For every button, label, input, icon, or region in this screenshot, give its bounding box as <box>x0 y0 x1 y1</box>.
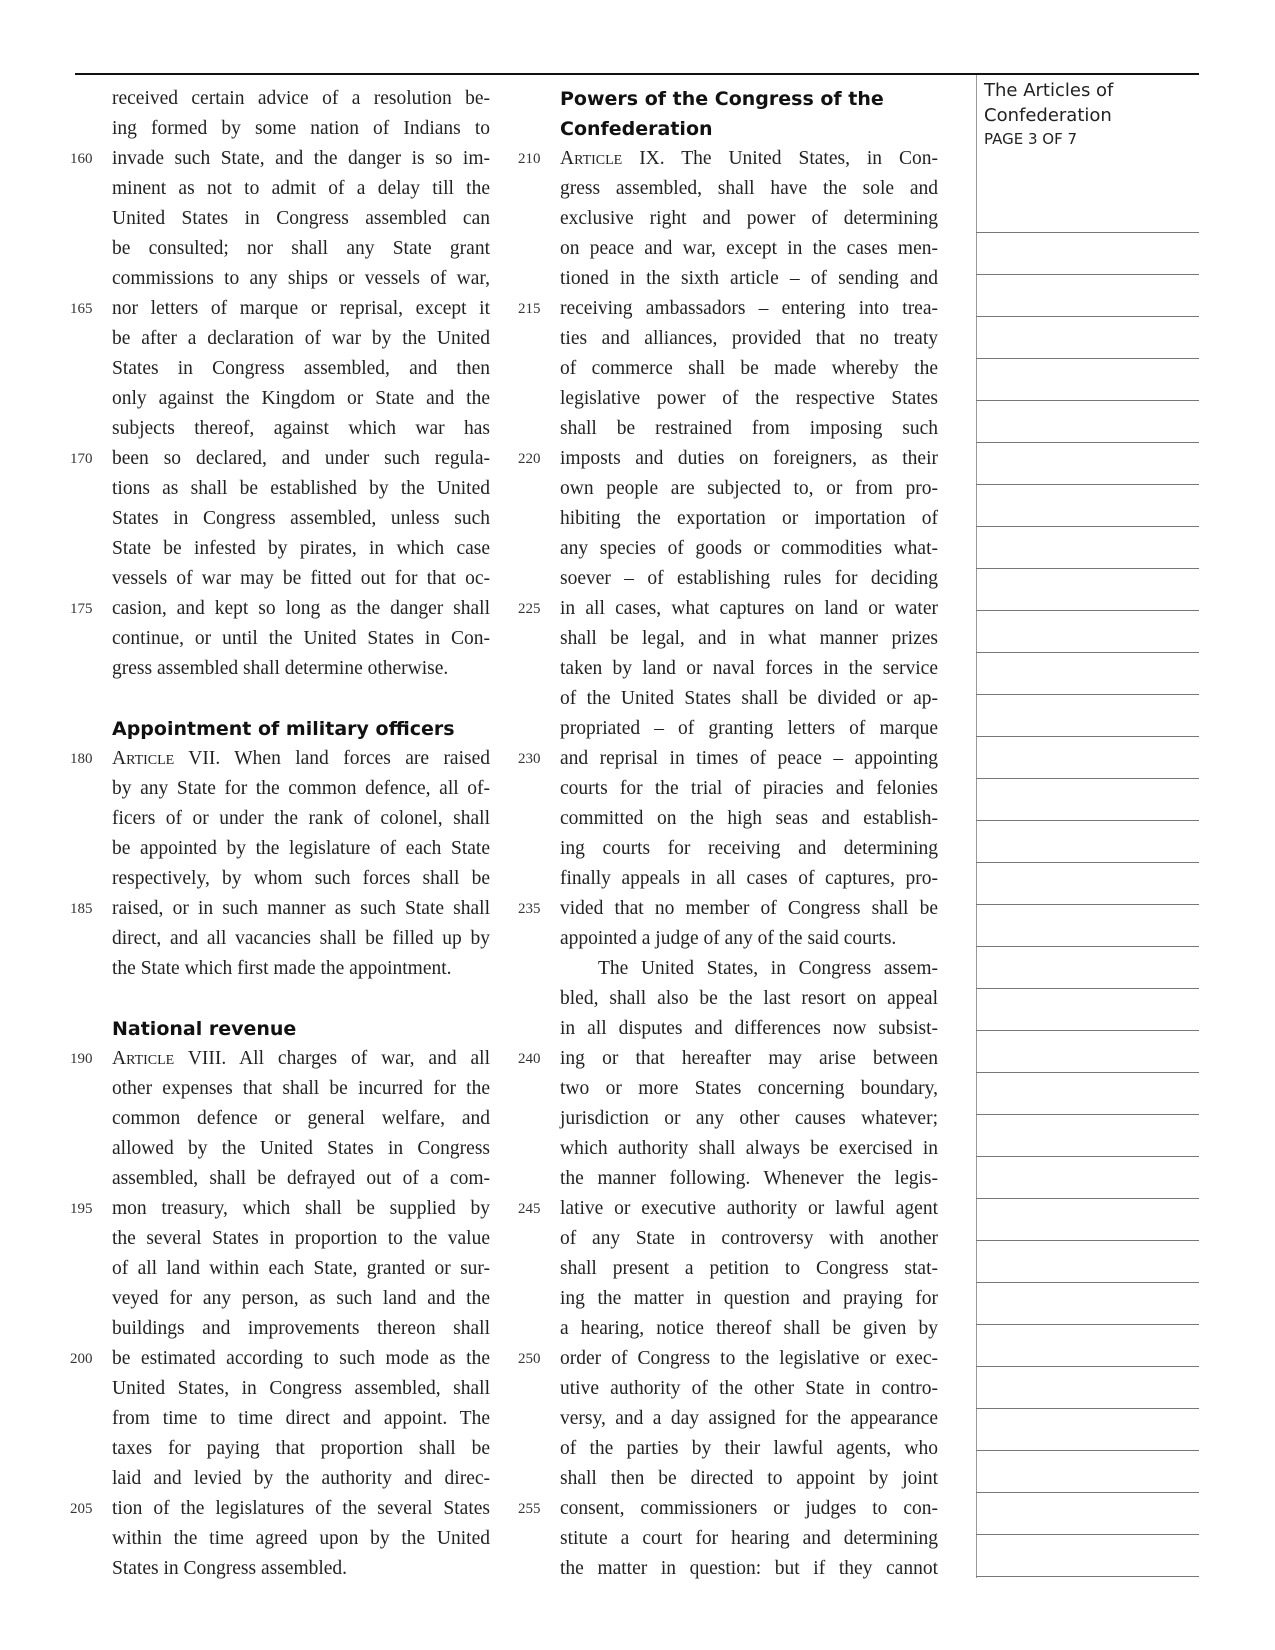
text-line <box>70 414 490 444</box>
section-heading-text: Powers of the Congress of the <box>560 88 884 110</box>
text-line <box>70 264 490 294</box>
text-line <box>518 144 938 174</box>
note-rule <box>976 1157 1199 1199</box>
text-line <box>518 264 938 294</box>
line-text: any species of goods or commodities what- <box>560 538 938 559</box>
text-line <box>518 1194 938 1224</box>
text-line <box>70 504 490 534</box>
section-heading <box>518 84 938 114</box>
page-indicator: PAGE 3 OF 7 <box>984 130 1078 148</box>
text-line <box>518 1254 938 1284</box>
text-line <box>70 474 490 504</box>
line-text: committed on the high seas and establish- <box>560 808 938 829</box>
line-text: of the United States shall be divided or ap- <box>560 688 938 709</box>
line-text: ing the matter in question and praying for <box>560 1288 938 1309</box>
text-line <box>70 1524 490 1554</box>
text-line <box>518 594 938 624</box>
line-text: shall be legal, and in what manner prizes <box>560 628 938 649</box>
line-text: vided that no member of Congress shall be <box>560 898 938 919</box>
line-text: by any State for the common defence, all of- <box>112 778 490 799</box>
text-line <box>518 1104 938 1134</box>
line-text: bled, shall also be the last resort on appeal <box>560 988 938 1009</box>
line-text: mon treasury, which shall be supplied by <box>112 1198 490 1219</box>
text-line <box>518 1404 938 1434</box>
text-line <box>70 1404 490 1434</box>
line-text <box>560 144 938 174</box>
line-text: United States in Congress assembled can <box>112 208 490 229</box>
section-heading-text: National revenue <box>112 1018 297 1040</box>
line-text: minent as not to admit of a delay till the <box>112 178 490 199</box>
note-rule <box>976 1283 1199 1325</box>
line-text: respectively, by whom such forces shall be <box>112 868 490 889</box>
line-text: buildings and improvements thereon shall <box>112 1318 490 1339</box>
text-line <box>70 324 490 354</box>
text-line <box>518 1284 938 1314</box>
section-heading-text: Confederation <box>560 118 713 140</box>
line-text: the matter in question: but if they cannot <box>560 1558 938 1579</box>
note-rule <box>976 947 1199 989</box>
note-rule <box>976 1115 1199 1157</box>
line-text: shall then be directed to appoint by joint <box>560 1468 938 1489</box>
line-number: 190 <box>70 1051 93 1067</box>
line-text: lative or executive authority or lawful agent <box>560 1198 938 1219</box>
text-line <box>518 1494 938 1524</box>
text-line <box>518 1134 938 1164</box>
text-line <box>518 1014 938 1044</box>
note-rule <box>976 1073 1199 1115</box>
line-text: casion, and kept so long as the danger shall <box>112 598 490 619</box>
text-line <box>518 894 938 924</box>
line-number: 250 <box>518 1351 541 1367</box>
line-text: of any State in controversy with another <box>560 1228 938 1249</box>
text-line <box>70 1464 490 1494</box>
line-text: raised, or in such manner as such State shall <box>112 898 490 919</box>
text-line <box>70 1344 490 1374</box>
left-text-column <box>70 84 490 1584</box>
line-text: common defence or general welfare, and <box>112 1108 490 1129</box>
line-text: ficers of or under the rank of colonel, shall <box>112 808 490 829</box>
text-line <box>518 864 938 894</box>
line-text: legislative power of the respective States <box>560 388 938 409</box>
line-text: be consulted; nor shall any State grant <box>112 238 490 259</box>
text-line <box>518 744 938 774</box>
article-text: VII. When land forces are raised <box>174 748 490 769</box>
note-rule <box>976 527 1199 569</box>
text-line <box>518 204 938 234</box>
text-line <box>70 834 490 864</box>
text-line <box>518 504 938 534</box>
line-text: on peace and war, except in the cases men- <box>560 238 938 259</box>
line-number: 200 <box>70 1351 93 1367</box>
line-number: 245 <box>518 1201 541 1217</box>
line-text: versy, and a day assigned for the appearance <box>560 1408 938 1429</box>
text-line <box>518 1344 938 1374</box>
text-line <box>518 354 938 384</box>
line-text: vessels of war may be fitted out for that oc- <box>112 568 490 589</box>
text-line <box>70 954 490 984</box>
note-rule <box>976 611 1199 653</box>
text-line <box>70 1554 490 1584</box>
line-text: jurisdiction or any other causes whatever; <box>560 1108 938 1129</box>
line-text: veyed for any person, as such land and the <box>112 1288 490 1309</box>
section-heading <box>70 714 490 744</box>
line-number: 210 <box>518 151 541 167</box>
line-text: own people are subjected to, or from pro- <box>560 478 938 499</box>
line-number: 255 <box>518 1501 541 1517</box>
text-line <box>518 1374 938 1404</box>
text-line <box>518 1044 938 1074</box>
text-line <box>70 1434 490 1464</box>
line-text: ties and alliances, provided that no treaty <box>560 328 938 349</box>
text-line <box>518 1434 938 1464</box>
line-text: of the parties by their lawful agents, who <box>560 1438 938 1459</box>
line-number: 220 <box>518 451 541 467</box>
text-line <box>70 1104 490 1134</box>
text-line <box>518 924 938 954</box>
line-text: received certain advice of a resolution be- <box>112 88 490 109</box>
text-line <box>518 624 938 654</box>
article-text: IX. The United States, in Con- <box>622 148 938 169</box>
line-text: assembled, shall be defrayed out of a com- <box>112 1168 490 1189</box>
line-number: 160 <box>70 151 93 167</box>
note-rule <box>976 1409 1199 1451</box>
line-number: 205 <box>70 1501 93 1517</box>
text-line <box>518 1464 938 1494</box>
article-label: Article <box>112 748 175 769</box>
line-number: 240 <box>518 1051 541 1067</box>
line-text: courts for the trial of piracies and felonies <box>560 778 938 799</box>
line-text: in all cases, what captures on land or water <box>560 598 938 619</box>
note-rule <box>976 275 1199 317</box>
line-number: 180 <box>70 751 93 767</box>
note-rule <box>976 905 1199 947</box>
note-rule <box>976 863 1199 905</box>
line-text: of all land within each State, granted or sur- <box>112 1258 490 1279</box>
note-rule <box>976 1241 1199 1283</box>
line-text: tion of the legislatures of the several States <box>112 1498 490 1519</box>
line-text: shall present a petition to Congress stat- <box>560 1258 938 1279</box>
sidebar-header <box>976 78 1199 150</box>
line-text: and reprisal in times of peace – appointing <box>560 748 938 769</box>
text-line <box>70 354 490 384</box>
note-rule <box>976 1451 1199 1493</box>
line-text: gress assembled shall determine otherwise. <box>112 658 449 679</box>
text-line <box>518 234 938 264</box>
line-text: tioned in the sixth article – of sending and <box>560 268 938 289</box>
line-text: of commerce shall be made whereby the <box>560 358 938 379</box>
line-text: finally appeals in all cases of captures, pro- <box>560 868 938 889</box>
text-line <box>70 294 490 324</box>
line-text: utive authority of the other State in contro- <box>560 1378 938 1399</box>
line-text: gress assembled, shall have the sole and <box>560 178 938 199</box>
line-text: only against the Kingdom or State and the <box>112 388 490 409</box>
line-text: taken by land or naval forces in the service <box>560 658 938 679</box>
text-line <box>70 84 490 114</box>
line-text: allowed by the United States in Congress <box>112 1138 490 1159</box>
text-line <box>70 174 490 204</box>
section-heading <box>70 1014 490 1044</box>
text-line <box>518 714 938 744</box>
text-line <box>70 624 490 654</box>
top-rule <box>75 73 1199 75</box>
line-text: consent, commissioners or judges to con- <box>560 1498 938 1519</box>
note-rule <box>976 569 1199 611</box>
text-line <box>70 594 490 624</box>
text-line <box>518 534 938 564</box>
text-line <box>70 1194 490 1224</box>
line-text: stitute a court for hearing and determining <box>560 1528 938 1549</box>
text-line <box>70 924 490 954</box>
line-text: which authority shall always be exercised in <box>560 1138 938 1159</box>
line-text: States in Congress assembled. <box>112 1558 348 1579</box>
line-text: shall be restrained from imposing such <box>560 418 938 439</box>
line-text: from time to time direct and appoint. The <box>112 1408 490 1429</box>
line-text: be estimated according to such mode as the <box>112 1348 490 1369</box>
text-line <box>70 654 490 684</box>
line-number: 195 <box>70 1201 93 1217</box>
line-text: taxes for paying that proportion shall be <box>112 1438 490 1459</box>
section-heading <box>518 114 938 144</box>
note-rule <box>976 779 1199 821</box>
note-rule <box>976 737 1199 779</box>
text-line <box>70 1224 490 1254</box>
text-line <box>518 1314 938 1344</box>
line-text: nor letters of marque or reprisal, except it <box>112 298 490 319</box>
note-rule <box>976 485 1199 527</box>
line-text <box>112 1044 490 1074</box>
line-text: States in Congress assembled, unless such <box>112 508 490 529</box>
text-line <box>518 474 938 504</box>
text-line <box>70 534 490 564</box>
text-line <box>70 1494 490 1524</box>
document-title-line-1: The Articles of <box>984 80 1114 101</box>
notes-ruled-area <box>976 191 1199 1577</box>
text-line <box>70 1314 490 1344</box>
text-line <box>518 654 938 684</box>
line-text: The United States, in Congress assem- <box>598 958 938 979</box>
line-text: tions as shall be established by the United <box>112 478 490 499</box>
text-line <box>70 1254 490 1284</box>
line-text: a hearing, notice thereof shall be given by <box>560 1318 938 1339</box>
note-rule <box>976 1325 1199 1367</box>
note-rule <box>976 1493 1199 1535</box>
note-rule <box>976 1535 1199 1577</box>
text-line <box>518 414 938 444</box>
note-rule <box>976 653 1199 695</box>
line-number: 185 <box>70 901 93 917</box>
line-text: the several States in proportion to the value <box>112 1228 490 1249</box>
text-line <box>518 834 938 864</box>
text-line <box>70 774 490 804</box>
note-rule <box>976 695 1199 737</box>
line-text: propriated – of granting letters of marque <box>560 718 938 739</box>
text-line <box>70 1044 490 1074</box>
line-text: other expenses that shall be incurred for the <box>112 1078 490 1099</box>
line-text: subjects thereof, against which war has <box>112 418 490 439</box>
line-text: order of Congress to the legislative or exec- <box>560 1348 938 1369</box>
note-rule <box>976 317 1199 359</box>
note-rule <box>976 1199 1199 1241</box>
line-text: be after a declaration of war by the United <box>112 328 490 349</box>
line-text: within the time agreed upon by the United <box>112 1528 490 1549</box>
line-number: 175 <box>70 601 93 617</box>
note-rule <box>976 1367 1199 1409</box>
text-line <box>518 1554 938 1584</box>
text-line <box>70 804 490 834</box>
line-number: 170 <box>70 451 93 467</box>
line-text: two or more States concerning boundary, <box>560 1078 938 1099</box>
article-label: Article <box>112 1048 175 1069</box>
line-text: the manner following. Whenever the legis- <box>560 1168 938 1189</box>
line-text: appointed a judge of any of the said courts. <box>560 928 897 949</box>
line-text: receiving ambassadors – entering into trea- <box>560 298 938 319</box>
note-rule <box>976 233 1199 275</box>
text-line <box>70 204 490 234</box>
line-text: invade such State, and the danger is so im- <box>112 148 490 169</box>
text-line <box>518 444 938 474</box>
line-text: ing or that hereafter may arise between <box>560 1048 938 1069</box>
line-text: soever – of establishing rules for deciding <box>560 568 938 589</box>
note-rule <box>976 359 1199 401</box>
text-line <box>70 1134 490 1164</box>
note-rule <box>976 821 1199 863</box>
document-title-line-2: Confederation <box>984 105 1112 126</box>
text-line <box>70 384 490 414</box>
line-text: be appointed by the legislature of each State <box>112 838 490 859</box>
text-line <box>70 564 490 594</box>
note-rule <box>976 191 1199 233</box>
line-text: hibiting the exportation or importation of <box>560 508 938 529</box>
text-line <box>518 1164 938 1194</box>
middle-text-column <box>518 84 938 1584</box>
line-text: laid and levied by the authority and direc- <box>112 1468 490 1489</box>
text-line <box>518 804 938 834</box>
text-line <box>518 684 938 714</box>
article-text: VIII. All charges of war, and all <box>174 1048 490 1069</box>
line-number: 225 <box>518 601 541 617</box>
line-text: in all disputes and differences now subsist- <box>560 1018 938 1039</box>
article-label: Article <box>560 148 623 169</box>
text-line <box>70 144 490 174</box>
text-line <box>518 174 938 204</box>
text-line <box>518 1524 938 1554</box>
section-heading-text: Appointment of military officers <box>112 718 455 740</box>
note-rule <box>976 401 1199 443</box>
line-text: exclusive right and power of determining <box>560 208 938 229</box>
line-text: States in Congress assembled, and then <box>112 358 490 379</box>
text-line <box>70 444 490 474</box>
text-line <box>70 744 490 774</box>
text-line <box>518 384 938 414</box>
text-line <box>518 954 938 984</box>
line-text: imposts and duties on foreigners, as their <box>560 448 938 469</box>
line-text: been so declared, and under such regula- <box>112 448 490 469</box>
paragraph-gap <box>70 984 490 1014</box>
line-text: commissions to any ships or vessels of war, <box>112 268 490 289</box>
text-line <box>518 774 938 804</box>
note-rule <box>976 1031 1199 1073</box>
line-number: 165 <box>70 301 93 317</box>
text-line <box>70 864 490 894</box>
line-text: United States, in Congress assembled, shall <box>112 1378 490 1399</box>
line-number: 215 <box>518 301 541 317</box>
text-line <box>70 894 490 924</box>
line-text: ing formed by some nation of Indians to <box>112 118 490 139</box>
text-line <box>70 1284 490 1314</box>
text-line <box>518 1074 938 1104</box>
text-line <box>518 1224 938 1254</box>
text-line <box>70 114 490 144</box>
line-text: the State which first made the appointment. <box>112 958 452 979</box>
note-rule <box>976 443 1199 485</box>
line-number: 235 <box>518 901 541 917</box>
line-text <box>112 744 490 774</box>
line-text: State be infested by pirates, in which case <box>112 538 490 559</box>
note-rule <box>976 989 1199 1031</box>
text-line <box>70 1164 490 1194</box>
text-line <box>518 294 938 324</box>
text-line <box>518 324 938 354</box>
text-line <box>518 564 938 594</box>
text-line <box>518 984 938 1014</box>
line-text: direct, and all vacancies shall be filled up by <box>112 928 490 949</box>
paragraph-gap <box>70 684 490 714</box>
text-line <box>70 1374 490 1404</box>
text-line <box>70 1074 490 1104</box>
text-line <box>70 234 490 264</box>
line-text: continue, or until the United States in Con- <box>112 628 490 649</box>
line-text: ing courts for receiving and determining <box>560 838 938 859</box>
line-number: 230 <box>518 751 541 767</box>
